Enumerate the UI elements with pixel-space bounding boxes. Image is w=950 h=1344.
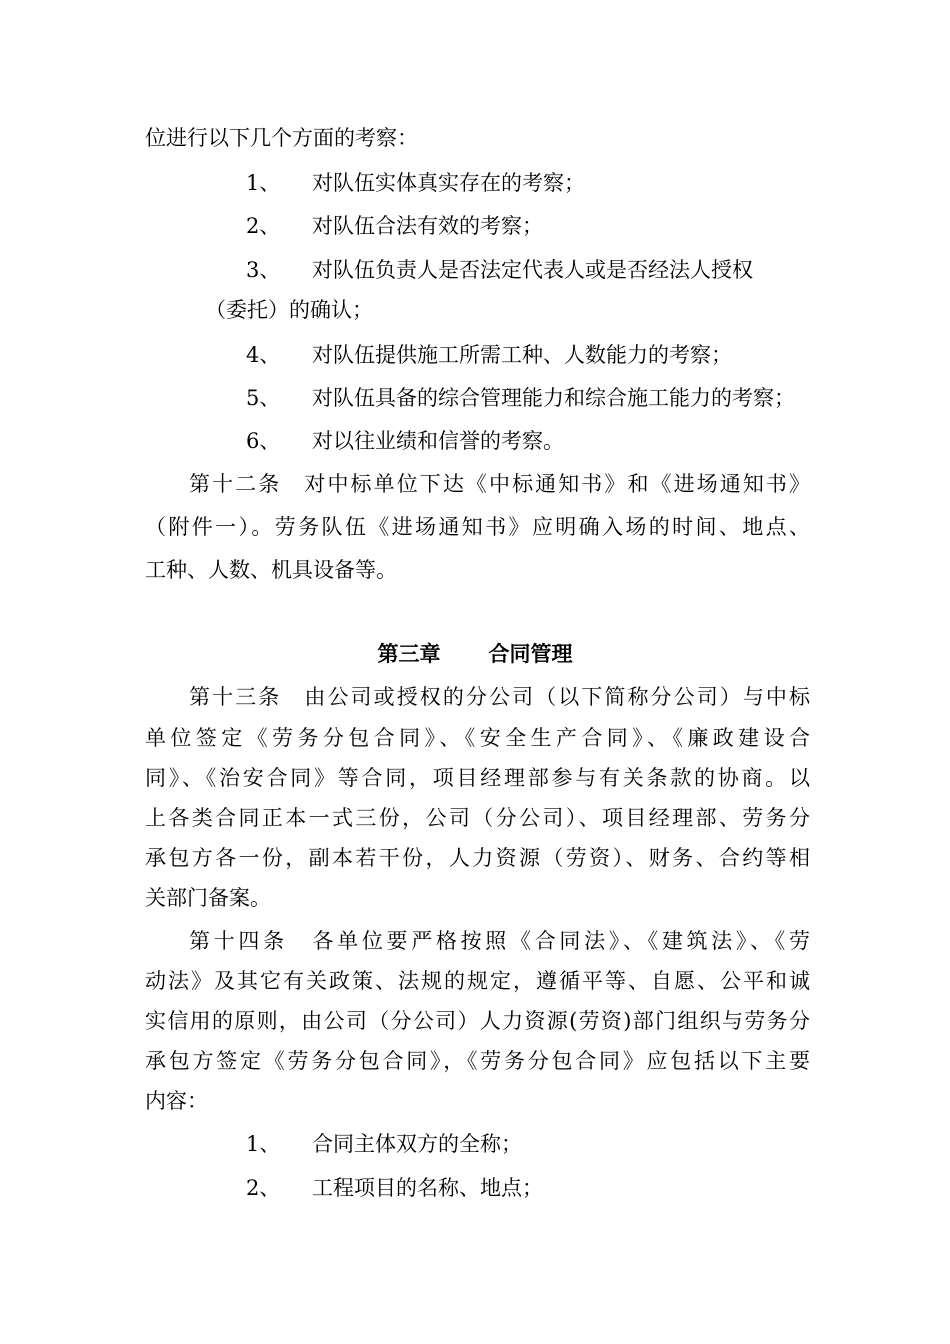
list-item-number: 3、 <box>246 258 281 282</box>
article-13-line: 单位签定《劳务分包合同》、《安全生产合同》、《廉政建设合 <box>145 726 810 750</box>
list-item-number: 5、 <box>246 386 281 410</box>
list-item-number: 1、 <box>246 171 281 195</box>
list-item-text: 对队伍具备的综合管理能力和综合施工能力的考察； <box>312 386 795 410</box>
article-14-line: 内容： <box>145 1089 208 1113</box>
chapter-number: 第三章 <box>377 642 441 666</box>
list-item-number: 1、 <box>246 1132 281 1156</box>
list-item-text: 合同主体双方的全称； <box>312 1132 522 1156</box>
list-item-text: 工程项目的名称、地点； <box>312 1176 543 1200</box>
list-item-text: 对队伍实体真实存在的考察； <box>312 171 585 195</box>
article-14-line: 动法》及其它有关政策、法规的规定，遵循平等、自愿、公平和诚 <box>145 969 810 993</box>
article-13-line: 同》、《治安合同》等合同，项目经理部参与有关条款的协商。以 <box>145 766 810 790</box>
article-13-line: 第十三条 由公司或授权的分公司（以下简称分公司）与中标 <box>189 685 810 709</box>
article-14-line: 第十四条 各单位要严格按照《合同法》、《建筑法》、《劳 <box>189 929 810 953</box>
chapter-title: 合同管理 <box>488 642 573 666</box>
intro-line: 位进行以下几个方面的考察： <box>145 126 418 150</box>
article-14-line: 实信用的原则，由公司（分公司）人力资源(劳资)部门组织与劳务分 <box>145 1009 810 1033</box>
list-item-text: 对以往业绩和信誉的考察。 <box>312 429 564 453</box>
article-13-line: 上各类合同正本一式三份，公司（分公司）、项目经理部、劳务分 <box>145 806 810 830</box>
list-item-number: 2、 <box>246 214 281 238</box>
list-item-text: 对队伍提供施工所需工种、人数能力的考察； <box>312 343 732 367</box>
list-item-text: 对队伍合法有效的考察； <box>312 214 543 238</box>
list-item-continuation: （委托）的确认； <box>205 298 373 322</box>
list-item-number: 4、 <box>246 343 281 367</box>
chapter-heading <box>0 634 950 674</box>
list-item-number: 6、 <box>246 429 281 453</box>
article-13-line: 承包方各一份，副本若干份，人力资源（劳资）、财务、合约等相 <box>145 846 810 870</box>
article-12-line: （附件一）。劳务队伍《进场通知书》应明确入场的时间、地点、 <box>145 515 810 539</box>
list-item-text: 对队伍负责人是否法定代表人或是否经法人授权 <box>312 258 753 282</box>
article-14-line: 承包方签定《劳务分包合同》，《劳务分包合同》应包括以下主要 <box>145 1049 810 1073</box>
list-item-number: 2、 <box>246 1176 281 1200</box>
article-13-line: 关部门备案。 <box>145 886 271 910</box>
article-12-line: 第十二条 对中标单位下达《中标通知书》和《进场通知书》 <box>189 472 810 496</box>
article-12-line: 工种、人数、机具设备等。 <box>145 558 397 582</box>
